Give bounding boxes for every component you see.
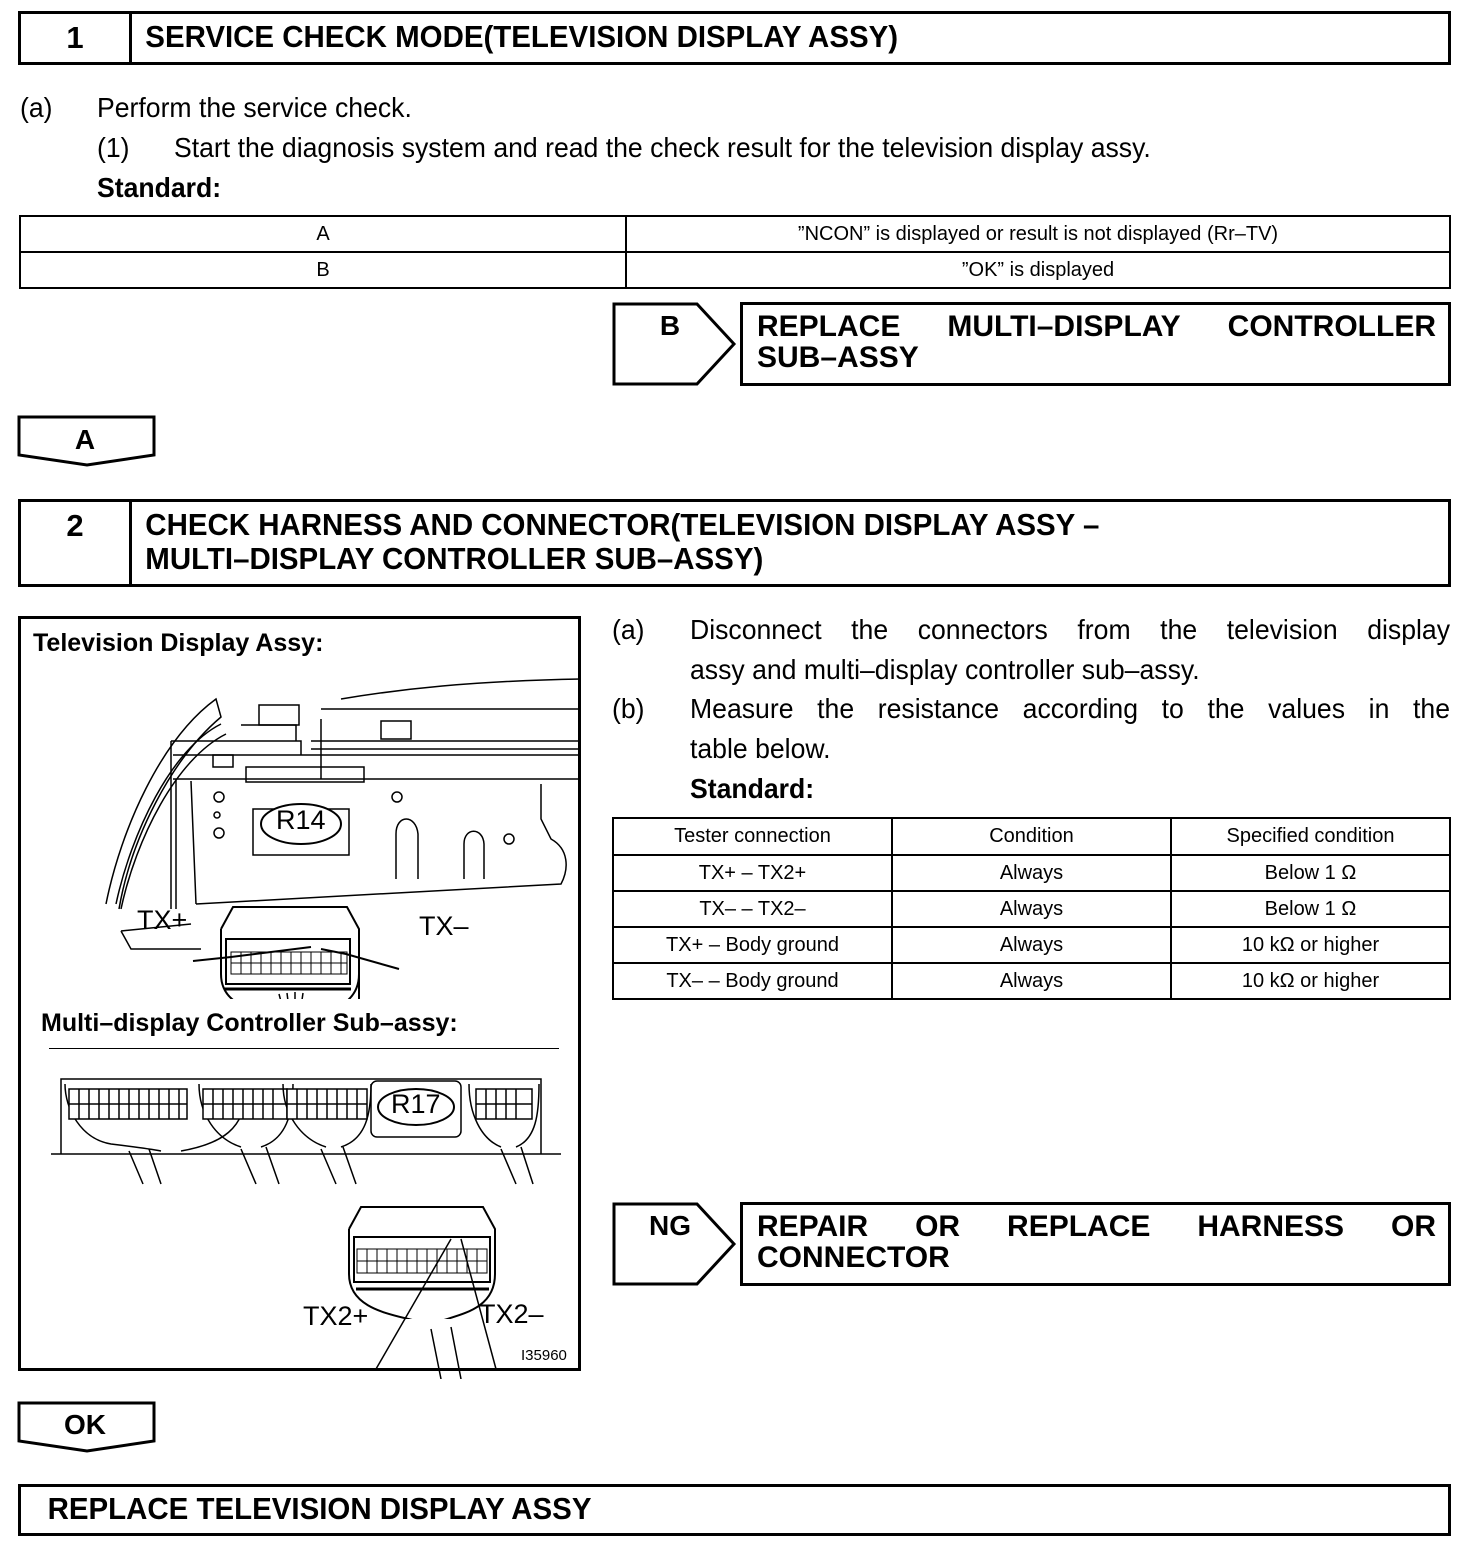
action-word: OR — [1391, 1210, 1436, 1243]
column-header: Tester connection — [613, 818, 892, 855]
callout-tx-plus: TX+ — [137, 905, 188, 935]
table-cell: TX– – TX2– — [613, 891, 892, 927]
table-cell: Always — [892, 963, 1171, 999]
action-box — [740, 1202, 1451, 1286]
final-action-box — [18, 1484, 1451, 1536]
table-cell: A — [20, 216, 626, 252]
table-cell: 10 kΩ or higher — [1171, 963, 1450, 999]
connector-diagram — [18, 616, 581, 1371]
table-cell: TX+ – Body ground — [613, 927, 892, 963]
callout-tx2-plus: TX2+ — [303, 1301, 369, 1331]
table-cell: ”NCON” is displayed or result is not displayed (Rr–TV) — [626, 216, 1450, 252]
action-word: HARNESS — [1197, 1210, 1345, 1243]
column-header: Condition — [892, 818, 1171, 855]
branch-label: A — [74, 424, 96, 455]
table-cell: 10 kΩ or higher — [1171, 927, 1450, 963]
sub-instruction-marker: (1) — [97, 132, 130, 163]
action-box — [740, 302, 1451, 386]
action-word: CONTROLLER — [1227, 310, 1436, 343]
instruction-text: assy and multi–display controller sub–assy. — [690, 654, 1200, 685]
resistance-table — [612, 817, 1451, 1000]
table-cell: B — [20, 252, 626, 288]
instruction-line: Measure the resistance according to the values in the — [690, 693, 1450, 724]
step-2-header — [18, 499, 1451, 587]
step-title: SERVICE CHECK MODE(TELEVISION DISPLAY ASSY) — [145, 19, 899, 54]
instruction-text — [690, 689, 1450, 729]
table-cell: Below 1 Ω — [1171, 891, 1450, 927]
figure-id: I35960 — [521, 1347, 567, 1364]
step-title-line: MULTI–DISPLAY CONTROLLER SUB–ASSY) — [145, 541, 764, 576]
standard-label: Standard: — [690, 773, 815, 804]
action-word: OR — [915, 1210, 961, 1243]
figure-label: Multi–display Controller Sub–assy: — [41, 1009, 458, 1037]
table-cell: TX+ – TX2+ — [613, 855, 892, 891]
table-cell: Always — [892, 891, 1171, 927]
instruction-marker: (b) — [612, 693, 645, 724]
step-title — [132, 502, 1382, 584]
action-word: REPLACE — [757, 310, 901, 343]
figure-label: Television Display Assy: — [33, 629, 324, 657]
callout-tx-minus: TX– — [419, 911, 469, 941]
step-number: 1 — [21, 14, 132, 62]
instruction-line: Disconnect the connectors from the television display — [690, 614, 1450, 645]
table-row — [613, 891, 1450, 927]
branch-label: OK — [64, 1409, 106, 1440]
table-header-row — [613, 818, 1450, 855]
step-1-header — [18, 11, 1451, 65]
table-cell: TX– – Body ground — [613, 963, 892, 999]
branch-label: B — [659, 310, 681, 341]
step-title-line: CHECK HARNESS AND CONNECTOR(TELEVISION DISPLAY ASSY – — [145, 507, 1100, 542]
table-cell: ”OK” is displayed — [626, 252, 1450, 288]
action-word: REPLACE — [1007, 1210, 1151, 1243]
instruction-text — [690, 610, 1450, 650]
standard-label: Standard: — [97, 172, 222, 203]
step-number: 2 — [21, 502, 132, 584]
table-row — [613, 855, 1450, 891]
action-line: SUB–ASSY — [757, 341, 919, 374]
table-row — [613, 927, 1450, 963]
final-action-text: REPLACE TELEVISION DISPLAY ASSY — [47, 1491, 592, 1526]
callout-tx2-minus: TX2– — [479, 1299, 544, 1329]
table-row — [613, 963, 1450, 999]
action-word: REPAIR — [757, 1210, 869, 1243]
action-word: MULTI–DISPLAY — [947, 310, 1181, 343]
table-row — [20, 252, 1450, 288]
instruction-text: Perform the service check. — [97, 92, 412, 123]
table-cell: Always — [892, 927, 1171, 963]
column-header: Specified condition — [1171, 818, 1450, 855]
divider — [49, 1048, 559, 1049]
table-cell: Below 1 Ω — [1171, 855, 1450, 891]
action-line: CONNECTOR — [757, 1241, 950, 1274]
connector-code-r17: R17 — [391, 1089, 441, 1119]
table-cell: Always — [892, 855, 1171, 891]
branch-label: NG — [649, 1210, 691, 1241]
result-table — [19, 215, 1451, 289]
instruction-marker: (a) — [612, 614, 645, 645]
table-row — [20, 216, 1450, 252]
instruction-marker: (a) — [20, 92, 53, 123]
instruction-text: table below. — [690, 733, 831, 764]
connector-code-r14: R14 — [276, 805, 326, 835]
sub-instruction-text: Start the diagnosis system and read the check result for the television display assy. — [174, 132, 1151, 163]
